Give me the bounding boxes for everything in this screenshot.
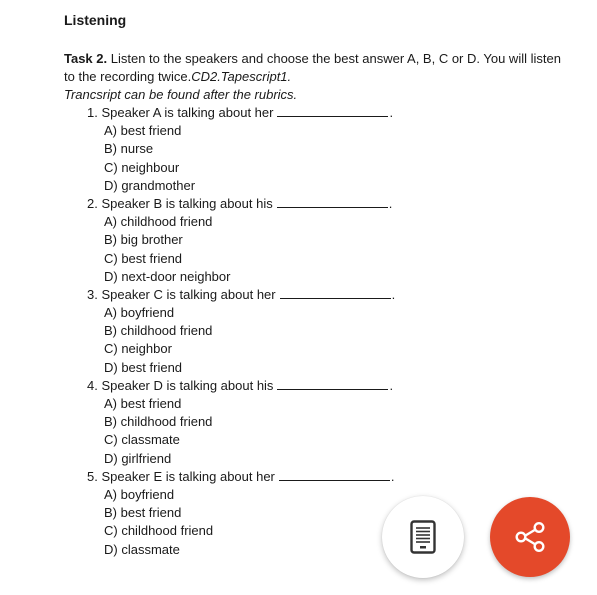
task-text: Listen to the speakers and choose the best answer A, B, C or D. You will listen — [107, 51, 561, 66]
question-stem — [87, 377, 427, 395]
answer-option: D) next-door neighbor — [104, 268, 231, 284]
instruction-line-2-text: to the recording twice. — [64, 69, 192, 84]
question-period: . — [391, 286, 396, 302]
question-4 — [87, 377, 427, 468]
question-text: 2. Speaker B is talking about his — [87, 195, 273, 211]
share-button[interactable] — [490, 497, 570, 577]
answer-option: B) big brother — [104, 232, 183, 248]
question-list — [87, 104, 427, 559]
answer-option: A) best friend — [104, 396, 182, 411]
tapescript-reference: CD2.Tapescript1. — [191, 69, 292, 84]
question-text: 3. Speaker C is talking about her — [87, 286, 276, 302]
instruction-line-1 — [64, 50, 589, 68]
section-heading: Listening — [64, 12, 127, 28]
reader-mode-icon — [410, 520, 436, 554]
answer-option: D) best friend — [104, 359, 183, 375]
answer-option: A) boyfriend — [104, 305, 175, 321]
answer-option: C) neighbor — [104, 341, 172, 357]
answer-option: B) nurse — [104, 141, 154, 157]
answer-option: C) neighbour — [104, 159, 180, 175]
question-text: 5. Speaker E is talking about her — [87, 468, 275, 484]
answer-option: C) classmate — [104, 432, 180, 448]
question-period: . — [390, 468, 395, 484]
answer-option: C) best friend — [104, 250, 183, 266]
share-icon — [513, 521, 547, 553]
question-2 — [87, 195, 427, 286]
answer-option: B) best friend — [104, 505, 182, 521]
question-period: . — [389, 105, 394, 120]
question-period: . — [389, 377, 394, 393]
question-stem — [87, 286, 427, 304]
question-text: 4. Speaker D is talking about his — [87, 377, 274, 393]
question-period: . — [388, 195, 393, 211]
answer-blank[interactable] — [280, 287, 391, 299]
question-stem — [87, 104, 427, 122]
answer-blank[interactable] — [277, 105, 388, 117]
answer-option: D) girlfriend — [104, 450, 172, 466]
answer-option: D) grandmother — [104, 177, 196, 193]
answer-option: A) boyfriend — [104, 486, 175, 502]
reader-mode-button[interactable] — [382, 496, 464, 578]
answer-option: A) childhood friend — [104, 214, 213, 230]
answer-option: D) classmate — [104, 541, 180, 557]
answer-blank[interactable] — [279, 469, 390, 481]
question-1 — [87, 104, 427, 195]
question-stem — [87, 468, 427, 486]
answer-option: C) childhood friend — [104, 523, 214, 539]
transcript-note: Trancsript can be found after the rubrics. — [64, 87, 298, 102]
question-3 — [87, 286, 427, 377]
task-instructions — [64, 50, 589, 86]
answer-blank[interactable] — [277, 378, 388, 390]
question-stem — [87, 195, 427, 213]
answer-option: A) best friend — [104, 123, 182, 139]
answer-blank[interactable] — [277, 196, 388, 208]
question-5 — [87, 468, 427, 559]
question-text: 1. Speaker A is talking about her — [87, 105, 274, 120]
answer-option: B) childhood friend — [104, 414, 213, 430]
task-label: Task 2. — [64, 51, 108, 66]
instruction-line-2 — [64, 68, 589, 86]
answer-option: B) childhood friend — [104, 323, 213, 339]
